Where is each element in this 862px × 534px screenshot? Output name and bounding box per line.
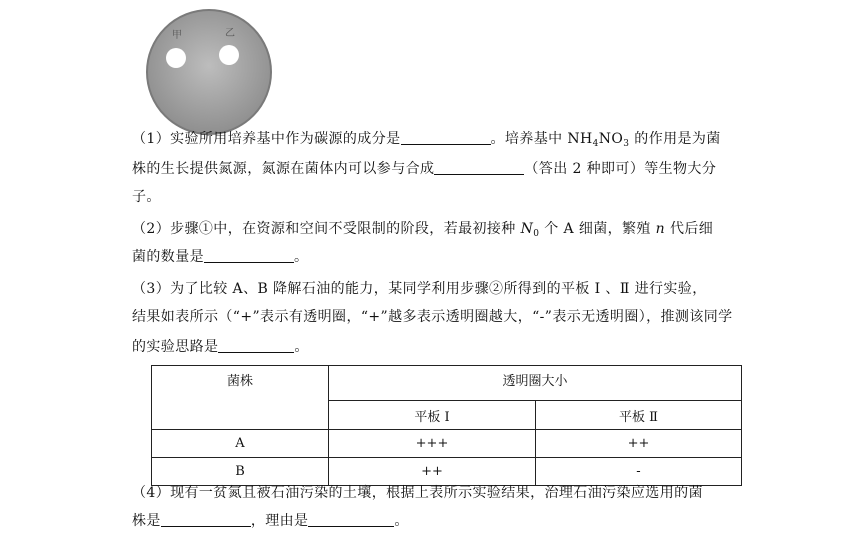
petri-dish-figure — [145, 8, 273, 136]
q1-line-3 — [132, 186, 161, 208]
q2-text-b: 个 A 细菌，繁殖 — [539, 221, 656, 237]
q1-sub-3: 3 — [623, 139, 630, 149]
q3-text-b: 结果如表所示（“+”表示有透明圈，“+”越多表示透明圈越大，“-”表示无透明圈），推测该同学 — [132, 309, 733, 325]
header-zone-size: 透明圈大小 — [329, 366, 742, 401]
q3-line-2 — [132, 306, 733, 328]
cell-plate-2: ++ — [536, 430, 742, 458]
q1-text-b: 。培养基中 NH — [490, 131, 593, 147]
cell-plate-1: ++ — [329, 458, 536, 486]
hole-right — [219, 45, 239, 65]
q2-text-a: （2）步骤①中，在资源和空间不受限制的阶段，若最初接种 — [132, 221, 521, 237]
q3-line-3 — [132, 336, 309, 358]
q4-blank-1 — [161, 511, 251, 527]
q1-text-no: NO — [598, 131, 624, 147]
q3-text-c: 的实验思路是 — [132, 339, 219, 355]
table-row — [152, 430, 742, 458]
results-table — [151, 365, 742, 486]
q2-text-e: 。 — [294, 249, 309, 265]
q2-line-2 — [132, 246, 308, 268]
q2-text-d: 菌的数量是 — [132, 249, 204, 265]
q1-sub-4: 4 — [592, 139, 599, 149]
header-plate-1: 平板 Ⅰ — [329, 401, 536, 430]
q4-blank-2 — [308, 511, 394, 527]
q1-text-d: （答出 2 种即可）等生物大分 — [524, 161, 717, 177]
q4-text-c: ，理由是 — [250, 513, 309, 529]
q1-text-b3: 的作用是为菌 — [629, 131, 721, 147]
q3-blank — [218, 337, 294, 353]
q2-blank — [204, 247, 294, 263]
q4-line-1 — [132, 482, 703, 504]
q4-text-d: 。 — [394, 513, 409, 529]
q1-line-2 — [132, 158, 716, 180]
header-strain: 菌株 — [152, 366, 329, 430]
q4-text-a: （4）现有一贫氮且被石油污染的土壤，根据上表所示实验结果，治理石油污染应选用的菌 — [132, 485, 703, 501]
q2-line-1 — [132, 218, 713, 240]
q2-var-n: N — [520, 221, 534, 237]
q1-line-1 — [132, 128, 721, 150]
q2-var-gen: n — [655, 221, 666, 237]
q3-text-a: （3）为了比较 A、B 降解石油的能力，某同学利用步骤②所得到的平板 Ⅰ 、Ⅱ 进行实验， — [132, 281, 707, 297]
label-yi: 乙 — [225, 28, 235, 39]
q1-text-e: 子。 — [132, 189, 161, 205]
cell-plate-2: - — [536, 458, 742, 486]
q1-blank-1 — [401, 129, 491, 145]
q2-text-c: 代后细 — [665, 221, 714, 237]
q2-var-sub: 0 — [533, 229, 540, 239]
q1-blank-2 — [434, 159, 524, 175]
label-jia: 甲 — [172, 30, 182, 41]
q3-text-d: 。 — [294, 339, 309, 355]
q3-line-1 — [132, 278, 707, 300]
q1-text-c: 株的生长提供氮源，氮源在菌体内可以参与合成 — [132, 161, 435, 177]
petri-dish — [147, 10, 271, 134]
q4-line-2 — [132, 510, 409, 532]
cell-strain: B — [152, 458, 329, 486]
cell-plate-1: +++ — [329, 430, 536, 458]
header-plate-2: 平板 Ⅱ — [536, 401, 742, 430]
q4-text-b: 株是 — [132, 513, 161, 529]
hole-left — [166, 48, 186, 68]
q1-text-a: （1）实验所用培养基中作为碳源的成分是 — [132, 131, 401, 147]
cell-strain: A — [152, 430, 329, 458]
